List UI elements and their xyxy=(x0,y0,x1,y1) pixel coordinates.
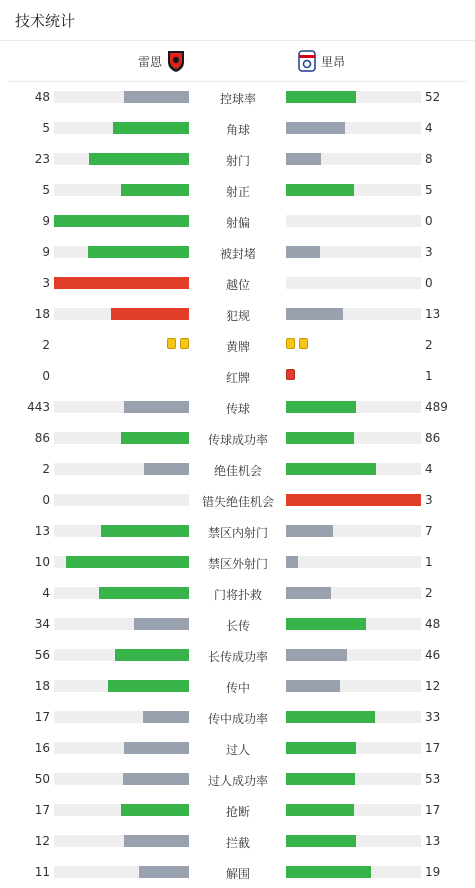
home-stat-fill xyxy=(121,804,189,816)
away-team[interactable] xyxy=(293,41,345,81)
away-stat-value: 2 xyxy=(425,338,433,352)
stat-row[interactable] xyxy=(0,794,475,825)
stat-row[interactable] xyxy=(0,608,475,639)
away-stat-value: 3 xyxy=(425,493,433,507)
home-stat-value: 23 xyxy=(34,152,50,166)
stat-label: 传中 xyxy=(225,681,250,695)
stat-label: 长传成功率 xyxy=(207,650,268,664)
away-stat-fill xyxy=(286,91,356,103)
away-stat-fill xyxy=(286,866,371,878)
stat-label: 传球 xyxy=(225,402,250,416)
stat-row[interactable] xyxy=(0,205,475,236)
away-stat-fill xyxy=(286,742,356,754)
stat-label: 射门 xyxy=(225,154,250,168)
away-cards xyxy=(286,369,295,380)
home-stat-value: 5 xyxy=(42,183,50,197)
away-stat-bar xyxy=(286,525,421,537)
away-stat-bar xyxy=(286,649,421,661)
away-stat-value: 53 xyxy=(425,772,441,786)
home-stat-fill xyxy=(111,308,189,320)
away-stat-fill xyxy=(286,184,354,196)
stat-row[interactable] xyxy=(0,329,475,360)
away-stat-fill xyxy=(286,401,356,413)
home-stat-fill xyxy=(143,711,189,723)
home-stat-value: 18 xyxy=(34,679,50,693)
home-stat-fill xyxy=(54,277,189,289)
stat-row[interactable] xyxy=(0,484,475,515)
stat-row[interactable] xyxy=(0,701,475,732)
stat-label: 红牌 xyxy=(225,371,250,385)
home-stat-fill xyxy=(144,463,189,475)
away-stat-value: 52 xyxy=(425,90,441,104)
away-stat-bar xyxy=(286,773,421,785)
stat-row[interactable] xyxy=(0,298,475,329)
away-stat-bar xyxy=(286,401,421,413)
page-header xyxy=(0,0,475,41)
stat-row[interactable] xyxy=(0,670,475,701)
home-stat-bar xyxy=(54,91,189,103)
home-stat-fill xyxy=(124,742,189,754)
away-cards xyxy=(286,338,308,349)
home-stat-value: 48 xyxy=(34,90,50,104)
away-stat-value: 8 xyxy=(425,152,433,166)
away-stat-value: 86 xyxy=(425,431,441,445)
away-stat-fill xyxy=(286,680,340,692)
home-cards xyxy=(167,338,189,349)
home-stat-value: 2 xyxy=(42,338,50,352)
stat-row[interactable] xyxy=(0,639,475,670)
home-stat-fill xyxy=(124,91,189,103)
home-stat-fill xyxy=(123,773,189,785)
away-stat-fill xyxy=(286,308,343,320)
lyon-crest-icon xyxy=(297,49,317,73)
stat-row[interactable] xyxy=(0,856,475,887)
stat-row[interactable] xyxy=(0,81,475,112)
home-stat-value: 56 xyxy=(34,648,50,662)
away-stat-value: 1 xyxy=(425,369,433,383)
stat-label: 禁区内射门 xyxy=(207,526,268,540)
away-stat-value: 13 xyxy=(425,307,441,321)
home-stat-bar xyxy=(54,680,189,692)
stats-list xyxy=(0,81,475,887)
away-stat-fill xyxy=(286,463,376,475)
away-stat-value: 4 xyxy=(425,121,433,135)
stat-row[interactable] xyxy=(0,236,475,267)
home-stat-bar xyxy=(54,122,189,134)
home-stat-value: 443 xyxy=(27,400,50,414)
home-stat-bar xyxy=(54,215,189,227)
stat-label: 拦截 xyxy=(225,836,250,850)
home-stat-fill xyxy=(54,215,189,227)
away-stat-value: 46 xyxy=(425,648,441,662)
away-stat-bar xyxy=(286,122,421,134)
yellow-card-icon xyxy=(286,338,295,349)
home-stat-fill xyxy=(115,649,189,661)
stat-row[interactable] xyxy=(0,453,475,484)
home-stat-value: 18 xyxy=(34,307,50,321)
stat-row[interactable] xyxy=(0,174,475,205)
away-stat-fill xyxy=(286,587,331,599)
away-stat-value: 19 xyxy=(425,865,441,879)
yellow-card-icon xyxy=(167,338,176,349)
home-stat-value: 0 xyxy=(42,369,50,383)
home-stat-fill xyxy=(113,122,189,134)
home-stat-bar xyxy=(54,773,189,785)
stat-label: 被封堵 xyxy=(219,247,256,261)
home-stat-value: 11 xyxy=(34,865,50,879)
red-card-icon xyxy=(286,369,295,380)
stat-row[interactable] xyxy=(0,112,475,143)
home-stat-bar xyxy=(54,711,189,723)
home-stat-value: 0 xyxy=(42,493,50,507)
teams-bar xyxy=(8,41,467,82)
home-stat-bar xyxy=(54,556,189,568)
away-stat-bar xyxy=(286,804,421,816)
stat-label: 越位 xyxy=(225,278,250,292)
away-stat-value: 13 xyxy=(425,834,441,848)
yellow-card-icon xyxy=(299,338,308,349)
away-stat-bar xyxy=(286,711,421,723)
stat-label: 控球率 xyxy=(219,92,256,106)
away-stat-fill xyxy=(286,773,355,785)
home-stat-bar xyxy=(54,246,189,258)
away-stat-value: 5 xyxy=(425,183,433,197)
yellow-card-icon xyxy=(180,338,189,349)
stat-row[interactable] xyxy=(0,143,475,174)
away-stat-bar xyxy=(286,680,421,692)
stat-label: 过人 xyxy=(225,743,250,757)
home-stat-bar xyxy=(54,835,189,847)
home-stat-value: 10 xyxy=(34,555,50,569)
away-stat-value: 3 xyxy=(425,245,433,259)
home-stat-fill xyxy=(121,184,189,196)
home-stat-bar xyxy=(54,494,189,506)
stat-row[interactable] xyxy=(0,515,475,546)
stat-label: 黄牌 xyxy=(225,340,250,354)
away-stat-bar xyxy=(286,866,421,878)
away-stat-bar xyxy=(286,153,421,165)
away-stat-value: 489 xyxy=(425,400,448,414)
away-stat-fill xyxy=(286,618,366,630)
away-stat-bar xyxy=(286,246,421,258)
home-stat-bar xyxy=(54,618,189,630)
rennes-crest-icon xyxy=(166,49,186,73)
away-stat-bar xyxy=(286,184,421,196)
home-stat-value: 9 xyxy=(42,245,50,259)
stat-label: 过人成功率 xyxy=(207,774,268,788)
home-stat-bar xyxy=(54,277,189,289)
stat-label: 传中成功率 xyxy=(207,712,268,726)
home-stat-bar xyxy=(54,432,189,444)
away-stat-fill xyxy=(286,556,298,568)
home-stat-fill xyxy=(66,556,189,568)
away-stat-bar xyxy=(286,587,421,599)
home-stat-bar xyxy=(54,153,189,165)
stat-row[interactable] xyxy=(0,577,475,608)
away-stat-bar xyxy=(286,494,421,506)
stat-row[interactable] xyxy=(0,360,475,391)
away-stat-value: 4 xyxy=(425,462,433,476)
home-stat-value: 5 xyxy=(42,121,50,135)
home-stat-value: 3 xyxy=(42,276,50,290)
home-stat-value: 16 xyxy=(34,741,50,755)
home-team[interactable] xyxy=(138,41,190,81)
away-stat-value: 33 xyxy=(425,710,441,724)
away-stat-value: 0 xyxy=(425,214,433,228)
home-stat-bar xyxy=(54,804,189,816)
home-stat-fill xyxy=(101,525,189,537)
stat-label: 错失绝佳机会 xyxy=(201,495,274,509)
stat-label: 长传 xyxy=(225,619,250,633)
home-stat-bar xyxy=(54,308,189,320)
away-stat-value: 1 xyxy=(425,555,433,569)
away-stat-value: 17 xyxy=(425,803,441,817)
home-stat-value: 17 xyxy=(34,803,50,817)
home-stat-bar xyxy=(54,525,189,537)
home-stat-bar xyxy=(54,649,189,661)
stat-label: 解围 xyxy=(225,867,250,881)
away-stat-fill xyxy=(286,246,320,258)
away-stat-value: 7 xyxy=(425,524,433,538)
stat-label: 角球 xyxy=(225,123,250,137)
away-stat-value: 48 xyxy=(425,617,441,631)
stat-row[interactable] xyxy=(0,732,475,763)
away-stat-fill xyxy=(286,153,321,165)
home-stat-value: 9 xyxy=(42,214,50,228)
home-stat-bar xyxy=(54,866,189,878)
home-stat-fill xyxy=(121,432,189,444)
away-stat-fill xyxy=(286,432,354,444)
away-stat-bar xyxy=(286,463,421,475)
home-stat-bar xyxy=(54,463,189,475)
away-stat-bar xyxy=(286,308,421,320)
stat-row[interactable] xyxy=(0,546,475,577)
away-stat-bar xyxy=(286,91,421,103)
away-stat-fill xyxy=(286,711,375,723)
stat-row[interactable] xyxy=(0,267,475,298)
stat-row[interactable] xyxy=(0,422,475,453)
stat-label: 门将扑救 xyxy=(213,588,262,602)
away-team-name: 里昂 xyxy=(321,54,346,69)
away-stat-bar xyxy=(286,742,421,754)
away-stat-fill xyxy=(286,525,333,537)
stat-row[interactable] xyxy=(0,391,475,422)
away-stat-bar xyxy=(286,215,421,227)
home-team-name: 雷恩 xyxy=(138,54,163,69)
away-stat-bar xyxy=(286,835,421,847)
away-stat-value: 2 xyxy=(425,586,433,600)
away-stat-bar xyxy=(286,556,421,568)
stat-label: 射正 xyxy=(225,185,250,199)
away-stat-value: 12 xyxy=(425,679,441,693)
away-stat-fill xyxy=(286,804,354,816)
home-stat-bar xyxy=(54,401,189,413)
home-stat-bar xyxy=(54,184,189,196)
home-stat-value: 12 xyxy=(34,834,50,848)
home-stat-value: 50 xyxy=(34,772,50,786)
away-stat-bar xyxy=(286,432,421,444)
home-stat-fill xyxy=(124,401,189,413)
home-stat-fill xyxy=(88,246,189,258)
away-stat-fill xyxy=(286,122,345,134)
home-stat-value: 13 xyxy=(34,524,50,538)
away-stat-fill xyxy=(286,835,356,847)
page-title: 技术统计 xyxy=(15,11,76,30)
away-stat-bar xyxy=(286,277,421,289)
home-stat-value: 4 xyxy=(42,586,50,600)
home-stat-value: 34 xyxy=(34,617,50,631)
home-stat-fill xyxy=(134,618,189,630)
home-stat-bar xyxy=(54,742,189,754)
stat-label: 禁区外射门 xyxy=(207,557,268,571)
away-stat-value: 0 xyxy=(425,276,433,290)
home-stat-fill xyxy=(124,835,189,847)
home-stat-value: 86 xyxy=(34,431,50,445)
away-stat-bar xyxy=(286,618,421,630)
stat-label: 抢断 xyxy=(225,805,250,819)
home-stat-fill xyxy=(89,153,189,165)
home-stat-fill xyxy=(139,866,189,878)
away-stat-value: 17 xyxy=(425,741,441,755)
stat-label: 犯规 xyxy=(225,309,250,323)
stat-label: 绝佳机会 xyxy=(213,464,262,478)
stat-label: 传球成功率 xyxy=(207,433,268,447)
home-stat-fill xyxy=(99,587,189,599)
home-stat-value: 2 xyxy=(42,462,50,476)
home-stat-fill xyxy=(108,680,189,692)
away-stat-fill xyxy=(286,494,421,506)
home-stat-value: 17 xyxy=(34,710,50,724)
stat-row[interactable] xyxy=(0,763,475,794)
home-stat-bar xyxy=(54,587,189,599)
stat-row[interactable] xyxy=(0,825,475,856)
away-stat-fill xyxy=(286,649,347,661)
stat-label: 射偏 xyxy=(225,216,250,230)
